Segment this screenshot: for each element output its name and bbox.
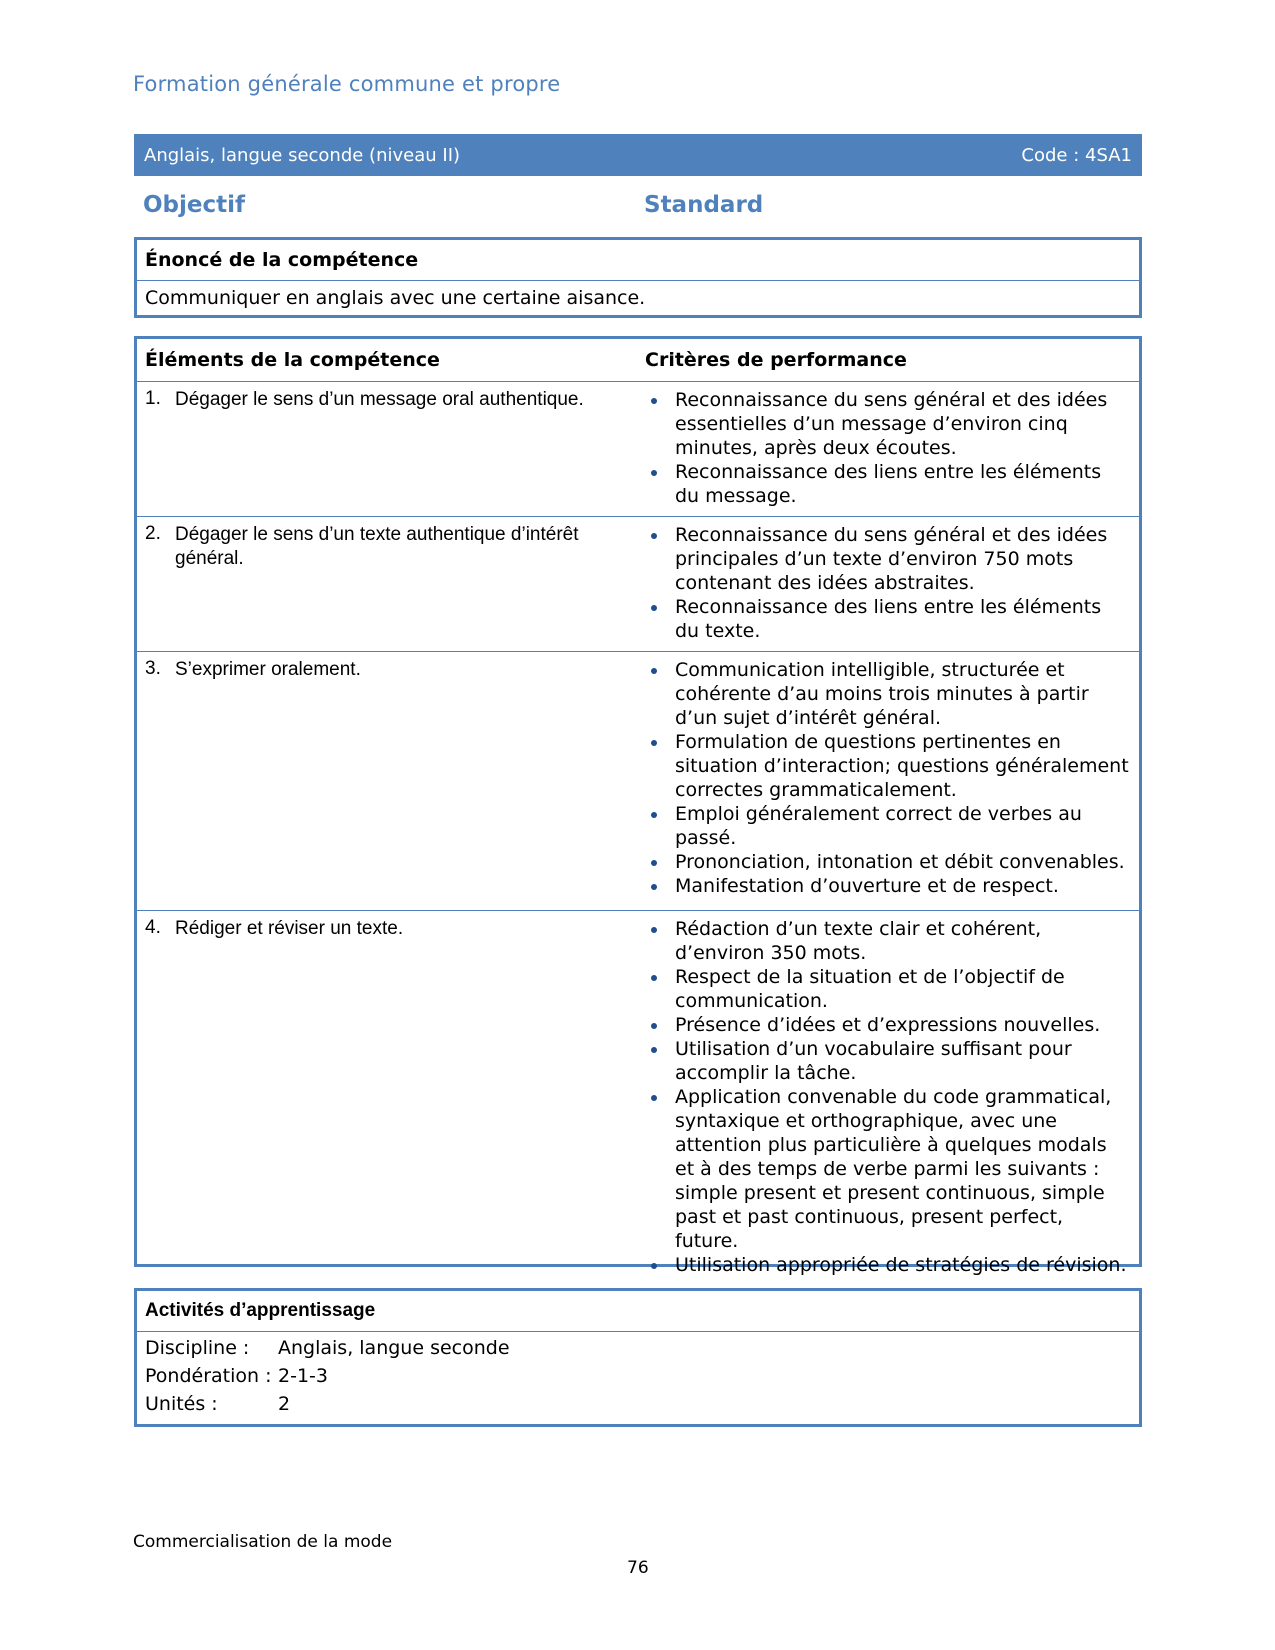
course-banner [134,134,1142,176]
element-text: Dégager le sens d’un message oral authentique. [175,389,584,410]
table-row [137,910,1139,1276]
criterion-item: Manifestation d’ouverture et de respect. [645,874,1131,898]
elements-table-header [137,339,1139,382]
criterion-item: Reconnaissance des liens entre les éléments du texte. [645,595,1131,643]
criterion-item: Utilisation d’un vocabulaire suffisant pour accomplir la tâche. [645,1037,1131,1085]
criterion-item: Application convenable du code grammatical, syntaxique et orthographique, avec une attention plus particulière à quelques modals et à des temps de verbe parmi les suivants : simple present et present continuous, simple past et past continuous, present perfect, future. [645,1085,1131,1253]
criterion-item: Reconnaissance du sens général et des idées essentielles d’un message d’environ cinq minutes, après deux écoutes. [645,388,1131,460]
course-name: Anglais, langue seconde (niveau II) [144,144,461,166]
competence-header: Énoncé de la compétence [137,240,1139,281]
activity-row-discipline [145,1334,1131,1362]
page-number: 76 [627,1558,649,1578]
element-number: 4. [145,917,161,938]
ponderation-value: 2-1-3 [278,1365,328,1387]
elements-table [134,336,1142,1276]
course-code: Code : 4SA1 [1021,144,1132,166]
activity-row-units [145,1390,1131,1418]
criterion-item: Rédaction d’un texte clair et cohérent, d’environ 350 mots. [645,917,1131,965]
objective-heading: Objectif [143,192,246,218]
element-number: 1. [145,388,161,409]
criterion-item: Prononciation, intonation et débit convenables. [645,850,1131,874]
criterion-item: Respect de la situation et de l’objectif de communication. [645,965,1131,1013]
table-row [137,651,1139,910]
learning-activities-box [134,1288,1142,1427]
standard-heading: Standard [644,192,764,218]
units-label: Unités : [145,1393,218,1415]
elements-column-header: Éléments de la compétence [145,349,440,371]
element-text: Dégager le sens d’un texte authentique d’intérêt général. [175,524,579,569]
criterion-item: Reconnaissance des liens entre les éléments du message. [645,460,1131,508]
competence-statement: Communiquer en anglais avec une certaine aisance. [145,287,646,309]
criteria-list [645,523,1131,643]
criteria-list [645,388,1131,508]
element-text: S’exprimer oralement. [175,659,361,680]
footer-program: Commercialisation de la mode [133,1532,393,1552]
criterion-item: Communication intelligible, structurée et cohérente d’au moins trois minutes à partir d’un sujet d’intérêt général. [645,658,1131,730]
section-title: Formation générale commune et propre [133,72,561,96]
criteria-list [645,917,1131,1277]
units-value: 2 [278,1393,291,1415]
discipline-value: Anglais, langue seconde [278,1337,510,1359]
discipline-label: Discipline : [145,1337,250,1359]
criteria-column-header: Critères de performance [645,349,907,371]
competence-statement-box [134,237,1142,318]
element-number: 2. [145,523,161,544]
ponderation-label: Pondération : [145,1365,272,1387]
criterion-item: Emploi généralement correct de verbes au passé. [645,802,1131,850]
table-row [137,382,1139,516]
criteria-list [645,658,1131,898]
activities-header: Activités d’apprentissage [137,1291,1139,1332]
criterion-item: Présence d’idées et d’expressions nouvelles. [645,1013,1131,1037]
criterion-item: Reconnaissance du sens général et des idées principales d’un texte d’environ 750 mots contenant des idées abstraites. [645,523,1131,595]
criterion-item: Formulation de questions pertinentes en situation d’interaction; questions généralement correctes grammaticalement. [645,730,1131,802]
table-row [137,516,1139,651]
element-number: 3. [145,658,161,679]
element-text: Rédiger et réviser un texte. [175,918,404,939]
criterion-item: Utilisation appropriée de stratégies de révision. [645,1253,1131,1277]
activity-row-ponderation [145,1362,1131,1390]
